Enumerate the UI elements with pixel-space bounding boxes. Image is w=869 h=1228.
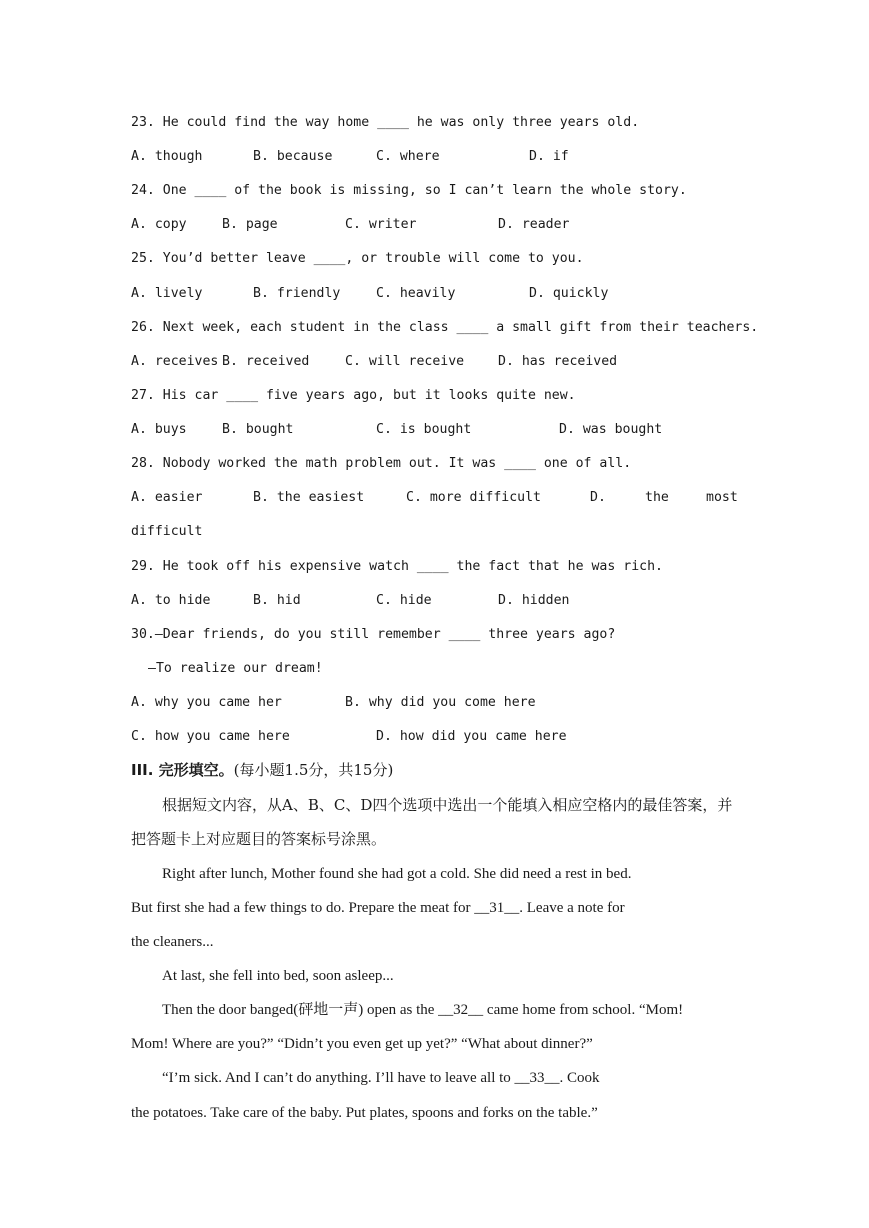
question-27-option-c: C. is bought (376, 422, 472, 437)
question-23-option-b: B. because (253, 149, 333, 164)
question-27-option-b: B. bought (222, 422, 294, 437)
question-28-option-c: C. more difficult (406, 490, 541, 505)
question-30-option-c: C. how you came here (131, 729, 290, 744)
question-25-option-a: A. lively (131, 286, 203, 301)
question-23-option-a: A. though (131, 149, 203, 164)
question-30-option-b: B. why did you come here (345, 695, 536, 710)
question-28-option-a: A. easier (131, 490, 203, 505)
passage-p1-line-1: Right after lunch, Mother found she had got a cold. She did need a rest in bed. (162, 866, 632, 882)
question-27-option-d: D. was bought (559, 422, 663, 437)
question-29-option-a: A. to hide (131, 593, 211, 608)
question-26-option-a: A. receives (131, 354, 219, 369)
question-24-stem: 24. One ____ of the book is missing, so I can’t learn the whole story. (131, 183, 687, 198)
passage-p3-line-2: Mom! Where are you?” “Didn’t you even get up yet?” “What about dinner?” (131, 1036, 593, 1052)
question-25-option-c: C. heavily (376, 286, 456, 301)
section-instruction-line-1: 根据短文内容，从A、B、C、D四个选项中选出一个能填入相应空格内的最佳答案，并 (162, 796, 733, 814)
question-28-option-d-word2: most (706, 490, 738, 505)
question-26-stem: 26. Next week, each student in the class ____ a small gift from their teachers. (131, 320, 759, 335)
section-title: III. 完形填空。 (131, 761, 234, 779)
question-30-answer-line: —To realize our dream! (148, 661, 323, 676)
passage-p4-line-2: the potatoes. Take care of the baby. Put plates, spoons and forks on the table.” (131, 1105, 598, 1121)
question-28-stem: 28. Nobody worked the math problem out. It was ____ one of all. (131, 456, 632, 471)
section-scoring-note: (每小题1.5分，共15分) (233, 761, 394, 779)
question-23-option-c: C. where (376, 149, 440, 164)
passage-p3-line-1: Then the door banged(砰地一声) open as the __32__ came home from school. “Mom! (162, 1002, 684, 1018)
question-23-option-d: D. if (529, 149, 569, 164)
question-25-option-d: D. quickly (529, 286, 609, 301)
question-24-option-d: D. reader (498, 217, 570, 232)
question-30-option-a: A. why you came her (131, 695, 282, 710)
question-28-option-d-word1: the (645, 490, 669, 505)
question-24-option-a: A. copy (131, 217, 187, 232)
question-29-option-c: C. hide (376, 593, 432, 608)
question-29-stem: 29. He took off his expensive watch ____ the fact that he was rich. (131, 559, 663, 574)
question-27-option-a: A. buys (131, 422, 187, 437)
question-30-stem: 30.—Dear friends, do you still remember ____ three years ago? (131, 627, 616, 642)
passage-p4-line-1: “I’m sick. And I can’t do anything. I’ll have to leave all to __33__. Cook (162, 1070, 600, 1086)
question-26-option-c: C. will receive (345, 354, 465, 369)
question-28-option-d-wrap: difficult (131, 524, 203, 539)
question-29-option-d: D. hidden (498, 593, 570, 608)
question-23-stem: 23. He could find the way home ____ he was only three years old. (131, 115, 640, 130)
question-25-stem: 25. You’d better leave ____, or trouble will come to you. (131, 251, 584, 266)
passage-p1-line-2: But first she had a few things to do. Prepare the meat for __31__. Leave a note for (131, 900, 625, 916)
question-28-option-b: B. the easiest (253, 490, 365, 505)
question-27-stem: 27. His car ____ five years ago, but it looks quite new. (131, 388, 576, 403)
question-24-option-c: C. writer (345, 217, 417, 232)
section-heading (131, 761, 393, 779)
passage-p2: At last, she fell into bed, soon asleep... (162, 968, 394, 984)
question-24-option-b: B. page (222, 217, 278, 232)
passage-p1-line-3: the cleaners... (131, 934, 214, 950)
question-25-option-b: B. friendly (253, 286, 341, 301)
question-29-option-b: B. hid (253, 593, 301, 608)
question-28-option-d-label: D. (590, 490, 606, 505)
question-30-option-d: D. how did you came here (376, 729, 567, 744)
section-instruction-line-2: 把答题卡上对应题目的答案标号涂黑。 (131, 830, 387, 848)
question-26-option-b: B. received (222, 354, 310, 369)
question-26-option-d: D. has received (498, 354, 618, 369)
